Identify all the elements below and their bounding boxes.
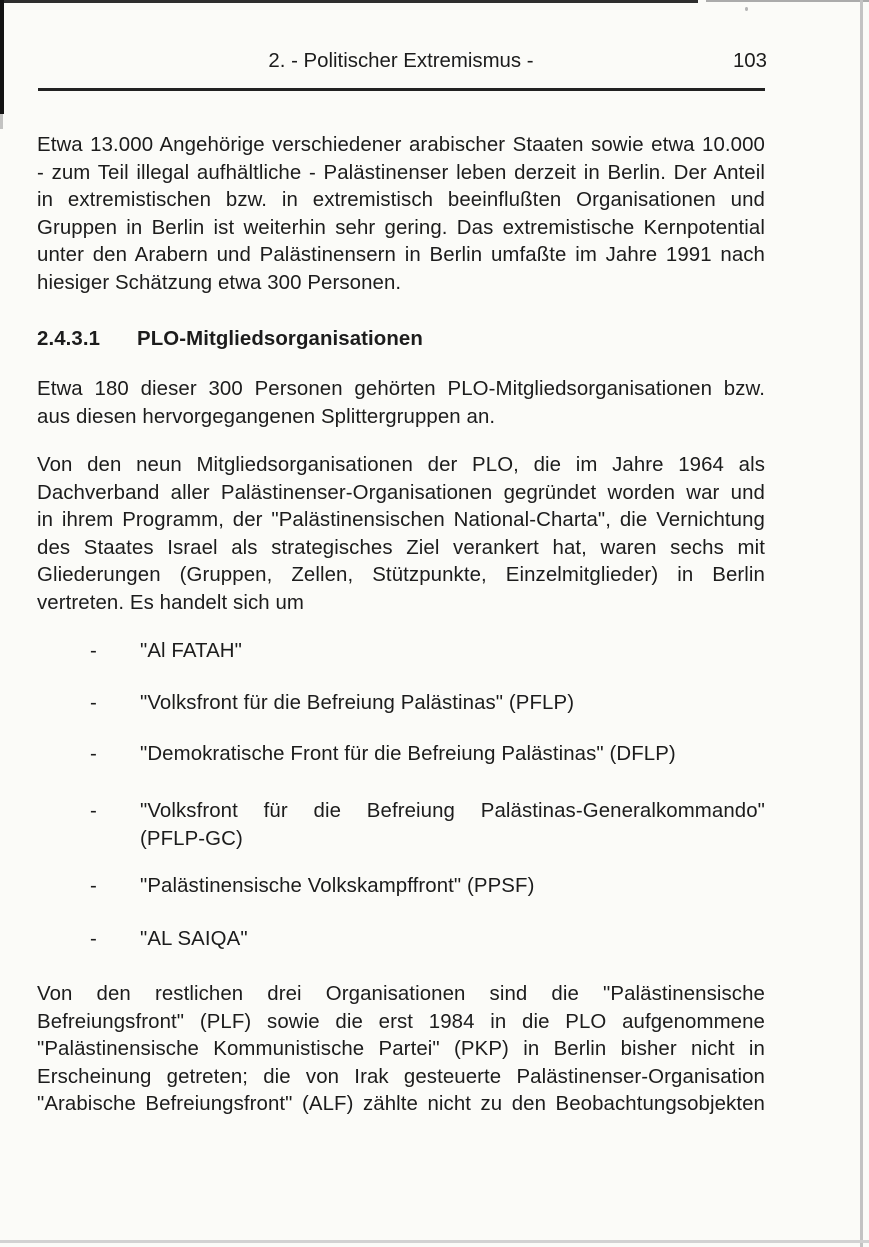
text-line: vertreten. Es handelt sich um [37, 591, 304, 614]
scan-speck [745, 7, 748, 11]
text-line: (PFLP-GC) [140, 827, 243, 850]
section-heading [37, 326, 765, 354]
text-line: "AL SAIQA" [140, 928, 248, 950]
dash-bullet: - [90, 800, 97, 822]
dash-bullet: - [90, 692, 97, 714]
text-line: Befreiungsfront" (PLF) sowie die erst 1984 in die PLO aufgenommene [37, 1010, 765, 1033]
text-line: "Arabische Befreiungsfront" (ALF) zählte nicht zu den Beobachtungsobjekten [37, 1093, 765, 1115]
text-line: des Staates Israel als strategisches Ziel verankert hat, waren sechs mit [37, 536, 765, 559]
list-item [37, 926, 765, 954]
scan-edge-bottom-line [0, 1240, 869, 1243]
text-line: unter den Arabern und Palästinensern in Berlin umfaßte im Jahre 1991 nach [37, 244, 765, 266]
paragraph-members [37, 376, 765, 431]
scan-edge-top-light [706, 0, 869, 2]
list-item [37, 690, 765, 718]
text-line: Gliederungen (Gruppen, Zellen, Stützpunkte, Einzelmitglieder) in Berlin [37, 564, 765, 586]
text-line: Dachverband aller Palästinenser-Organisationen gegründet worden war und [37, 481, 765, 504]
list-item [37, 873, 765, 901]
scan-edge-left-strip [0, 0, 4, 114]
page-number: 103 [732, 50, 767, 72]
section-number: 2.4.3.1 [37, 328, 101, 350]
text-line: "Al FATAH" [140, 640, 242, 662]
text-line: "Demokratische Front für die Befreiung Palästinas" (DFLP) [140, 743, 676, 765]
text-line: Von den restlichen drei Organisationen sind die "Palästinensische [37, 983, 765, 1005]
list-item [37, 741, 765, 769]
text-line: aus diesen hervorgegangenen Splittergruppen an. [37, 405, 496, 428]
dash-bullet: - [90, 928, 97, 950]
text-line: hiesiger Schätzung etwa 300 Personen. [37, 271, 402, 294]
dash-bullet: - [90, 743, 97, 765]
text-line: in ihrem Programm, der "Palästinensischen National-Charta", die Vernichtung [37, 509, 765, 531]
text-line: Etwa 13.000 Angehörige verschiedener arabischer Staaten sowie etwa 10.000 [37, 134, 765, 156]
paragraph-intro [37, 132, 765, 297]
paragraph-remaining [37, 981, 765, 1119]
dash-bullet: - [90, 640, 97, 662]
text-line: Gruppen in Berlin ist weiterhin sehr gering. Das extremistische Kernpotential [37, 216, 765, 239]
text-line: "Volksfront für die Befreiung Palästinas" (PFLP) [140, 692, 575, 714]
scan-edge-right-line [860, 0, 863, 1247]
scan-edge-top-dark [0, 0, 698, 3]
text-line: "Palästinensische Volkskampffront" (PPSF) [140, 875, 535, 897]
list-item [37, 798, 765, 853]
text-line: Von den neun Mitgliedsorganisationen der PLO, die im Jahre 1964 als [37, 454, 765, 476]
running-header-title: 2. - Politischer Extremismus - [268, 50, 534, 72]
list-item [37, 638, 765, 666]
text-line: - zum Teil illegal aufhältliche - Palästinenser leben derzeit in Berlin. Der Anteil [37, 161, 765, 184]
header-rule [38, 88, 765, 91]
scan-smudge-left [0, 114, 3, 129]
paragraph-plo-history [37, 452, 765, 617]
section-title: PLO-Mitgliedsorganisationen [137, 328, 423, 350]
text-line: "Palästinensische Kommunistische Partei" (PKP) in Berlin bisher nicht in [37, 1038, 765, 1060]
dash-bullet: - [90, 875, 97, 897]
text-line: Erscheinung getreten; die von Irak gesteuerte Palästinenser-Organisation [37, 1065, 765, 1088]
text-line: Etwa 180 dieser 300 Personen gehörten PLO-Mitgliedsorganisationen bzw. [37, 378, 765, 400]
text-line: "Volksfront für die Befreiung Palästinas-Generalkommando" [140, 800, 765, 822]
text-line: in extremistischen bzw. in extremistisch beeinflußten Organisationen und [37, 189, 765, 211]
